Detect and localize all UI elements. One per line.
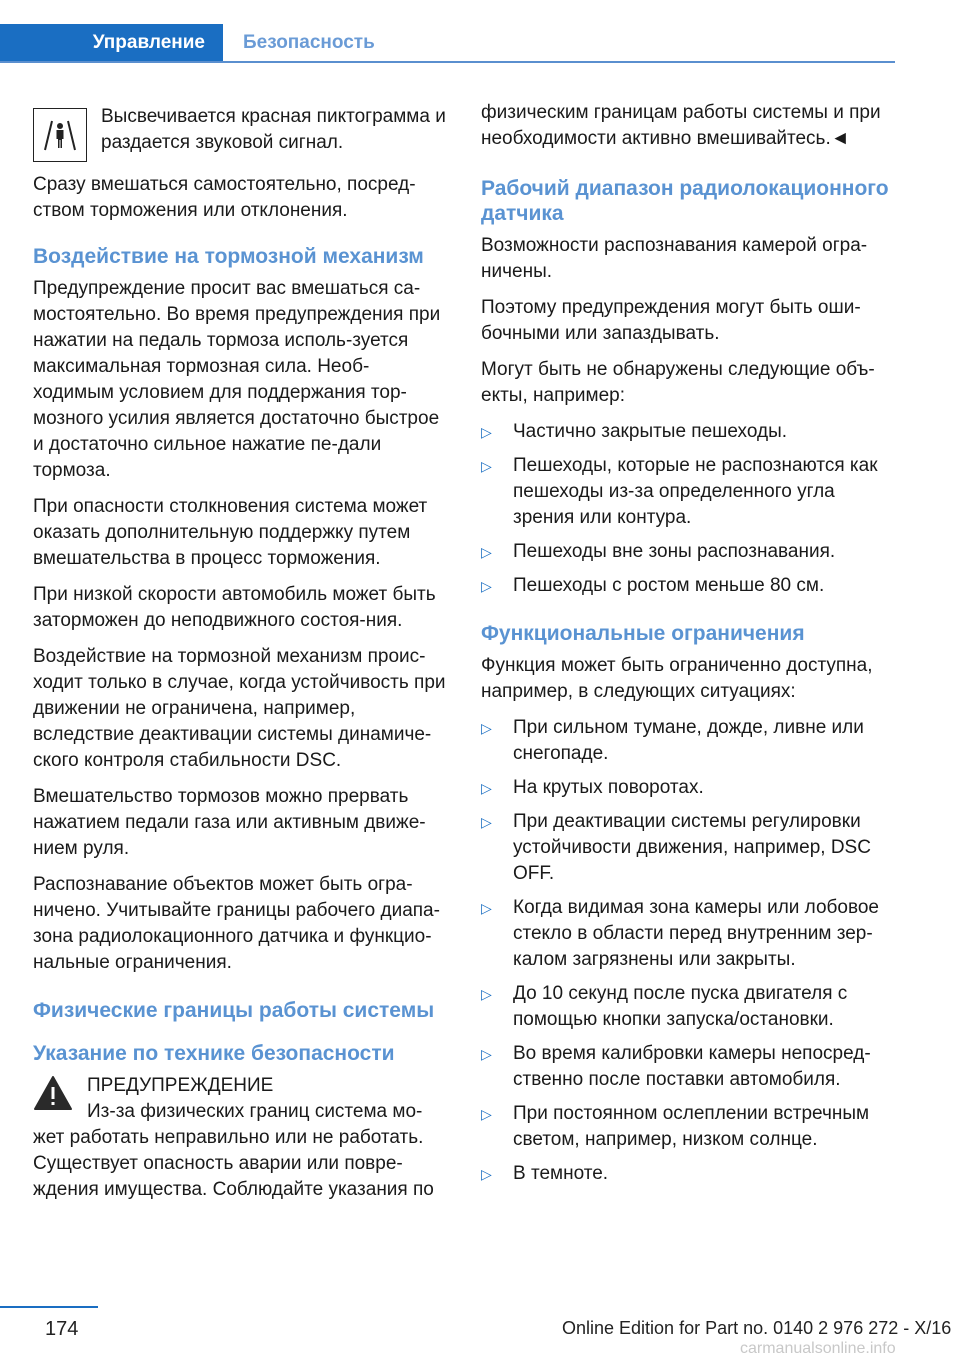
- triangle-right-icon: ▷: [481, 1106, 492, 1122]
- paragraph: Распознавание объектов может быть огра‐ничено. Учитывайте границы рабочего диапа‐зона радиолокационного датчика и функцио‐нальные ограничения.: [33, 874, 440, 973]
- intro-text: Высвечивается красная пиктограмма и раздается звуковой сигнал.: [101, 106, 446, 153]
- paragraph: Функция может быть ограниченно доступна, например, в следующих ситуациях:: [481, 655, 873, 702]
- paragraph: Возможности распознавания камерой огра‐ничены.: [481, 235, 868, 282]
- paragraph: При низкой скорости автомобиль может быть заторможен до неподвижного состоя‐ния.: [33, 584, 436, 631]
- bullet-list-situations: [481, 715, 894, 1187]
- tab-safety-label: Безопасность: [243, 32, 375, 53]
- warning-triangle-icon: [33, 1075, 73, 1111]
- footer-divider: [0, 1306, 98, 1308]
- list-item-text: Во время калибровки камеры непосред‐ственно после поставки автомобиля.: [513, 1043, 871, 1090]
- paragraph: Сразу вмешаться самостоятельно, посред‐ством торможения или отклонения.: [33, 174, 416, 221]
- warning-text: жет работать неправильно или не работать. Существует опасность аварии или повре‐ждения имущества. Соблюдайте указания по: [33, 1127, 434, 1200]
- triangle-right-icon: ▷: [481, 780, 492, 796]
- triangle-right-icon: ▷: [481, 986, 492, 1002]
- list-item-text: До 10 секунд после пуска двигателя с помощью кнопки запуска/остановки.: [513, 983, 848, 1030]
- list-item: [481, 1161, 894, 1187]
- section-heading-limits: Физические границы работы системы: [33, 999, 435, 1022]
- paragraph: При опасности столкновения система может оказать дополнительную поддержку путем вмешательства в процесс торможения.: [33, 496, 428, 569]
- tab-control-label: Управление: [92, 32, 205, 53]
- list-item-text: На крутых поворотах.: [513, 777, 704, 798]
- page-header: [0, 24, 895, 62]
- section-heading-functional: Функциональные ограничения: [481, 622, 805, 645]
- warning-title: ПРЕДУПРЕЖДЕНИЕ: [87, 1075, 274, 1096]
- list-item: [481, 895, 894, 973]
- list-item-text: При сильном тумане, дожде, ливне или снегопаде.: [513, 717, 864, 764]
- warning-block: [33, 1073, 446, 1203]
- list-item-text: В темноте.: [513, 1163, 609, 1184]
- triangle-right-icon: ▷: [481, 458, 492, 474]
- list-item-text: Пешеходы, которые не распознаются как пешеходы из-за определенного угла зрения или контура.: [513, 455, 878, 528]
- triangle-right-icon: ▷: [481, 424, 492, 440]
- paragraph: Вмешательство тормозов можно прервать нажатием педали газа или активным движе‐нием руля.: [33, 786, 426, 859]
- footer-edition: Online Edition for Part no. 0140 2 976 272 - X/16: [562, 1318, 952, 1338]
- paragraph: Предупреждение просит вас вмешаться са‐мостоятельно. Во время предупреждения при нажатии на педаль тормоза исполь‐зуется максимальная тормозная сила. Необ‐ходимым условием для поддержания тор‐мозного усилия является достаточно быстрое и достаточно сильное нажатие пе‐дали тормоза.: [33, 278, 441, 481]
- list-item-text: Пешеходы вне зоны распознавания.: [513, 541, 836, 562]
- list-item: [481, 809, 894, 887]
- right-column: [481, 100, 894, 1195]
- list-item: [481, 715, 894, 767]
- section-heading-safety: Указание по технике безопасности: [33, 1042, 395, 1065]
- tab-safety[interactable]: [223, 24, 393, 62]
- list-item: [481, 573, 894, 599]
- watermark: carmanualsonline.info: [740, 1340, 896, 1357]
- list-item: [481, 1041, 894, 1093]
- bullet-list-objects: [481, 419, 894, 599]
- tab-control[interactable]: [0, 24, 223, 62]
- warning-first-line: Из-за физических границ система мо‐: [87, 1101, 423, 1122]
- paragraph: Могут быть не обнаружены следующие объ‐екты, например:: [481, 359, 875, 406]
- list-item-text: Частично закрытые пешеходы.: [513, 421, 788, 442]
- pedestrian-warning-icon: [33, 108, 87, 162]
- pictogram-block: [33, 100, 446, 162]
- paragraph: Поэтому предупреждения могут быть оши‐бочными или запаздывать.: [481, 297, 861, 344]
- list-item: [481, 1101, 894, 1153]
- list-item-text: При деактивации системы регулировки устойчивости движения, например, DSC OFF.: [513, 811, 871, 884]
- section-heading-brake: Воздействие на тормозной механизм: [33, 245, 424, 268]
- triangle-right-icon: ▷: [481, 1046, 492, 1062]
- triangle-right-icon: ▷: [481, 544, 492, 560]
- triangle-right-icon: ▷: [481, 900, 492, 916]
- list-item: [481, 775, 894, 801]
- list-item: [481, 453, 894, 531]
- list-item: [481, 539, 894, 565]
- paragraph: Воздействие на тормозной механизм проис‐ходит только в случае, когда устойчивость при движении не ограничена, например, вследствие деактивации системы динамиче‐ского контроля стабильности DSC.: [33, 646, 446, 771]
- triangle-right-icon: ▷: [481, 814, 492, 830]
- list-item: [481, 981, 894, 1033]
- list-item-text: При постоянном ослеплении встречным светом, например, низком солнце.: [513, 1103, 870, 1150]
- left-column: [33, 100, 446, 1213]
- list-item-text: Пешеходы с ростом меньше 80 см.: [513, 575, 825, 596]
- triangle-right-icon: ▷: [481, 720, 492, 736]
- paragraph: физическим границам работы системы и при необходимости активно вмешивайтесь.◄: [481, 102, 881, 149]
- triangle-right-icon: ▷: [481, 578, 492, 594]
- header-divider: [0, 61, 895, 63]
- triangle-right-icon: ▷: [481, 1166, 492, 1182]
- list-item: [481, 419, 894, 445]
- list-item-text: Когда видимая зона камеры или лобовое стекло в области перед внутренним зер‐калом загрязнены или закрыты.: [513, 897, 880, 970]
- page-number: 174: [45, 1318, 79, 1340]
- section-heading-range: Рабочий диапазон радиолокационного датчика: [481, 177, 889, 225]
